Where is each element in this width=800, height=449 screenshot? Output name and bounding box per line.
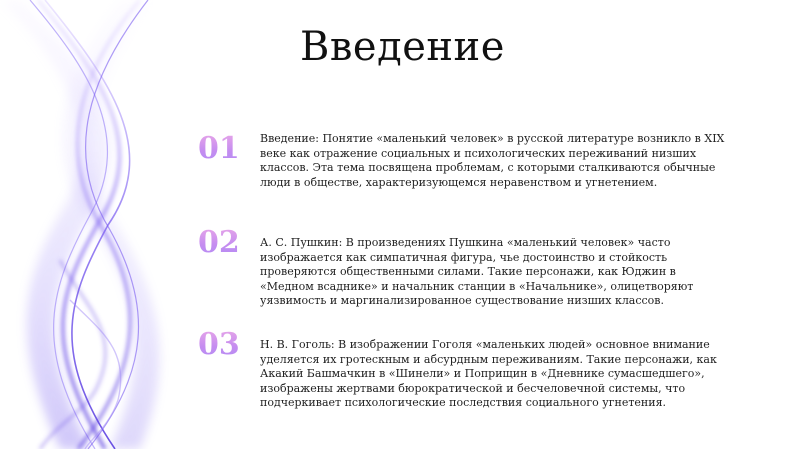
list-item xyxy=(198,226,738,316)
item-number: 01 xyxy=(198,132,250,166)
list-item xyxy=(198,328,738,418)
item-text: Н. В. Гоголь: В изображении Гоголя «маленьких людей» основное внимание уделяется их гротескным и абсурдным переживаниям. Такие персонажи, как Акакий Башмачкин в «Шинели» и Поприщин в «Дневнике сумасшедшего», изображены жертвами бюрократической и бесчеловечной системы, что подчеркивает психологические последствия социального угнетения. xyxy=(260,338,717,410)
item-text: Введение: Понятие «маленький человек» в русской литературе возникло в XIX веке как отражение социальных и психологических переживаний низших классов. Эта тема посвящена проблемам, с которыми сталкиваются обычные люди в обществе, характеризующемся неравенством и угнетением. xyxy=(260,132,725,189)
list-item xyxy=(198,132,738,212)
slide-title: Введение xyxy=(300,24,505,70)
item-text: А. С. Пушкин: В произведениях Пушкина «маленький человек» часто изображается как симпатичная фигура, чье достоинство и стойкость проверяются общественными силами. Такие персонажи, как Юджин в «Медном всаднике» и начальник станции в «Начальнике», олицетворяют уязвимость и маргинализированное существование низших классов. xyxy=(260,236,694,308)
item-number: 02 xyxy=(198,226,250,260)
item-number: 03 xyxy=(198,328,250,362)
